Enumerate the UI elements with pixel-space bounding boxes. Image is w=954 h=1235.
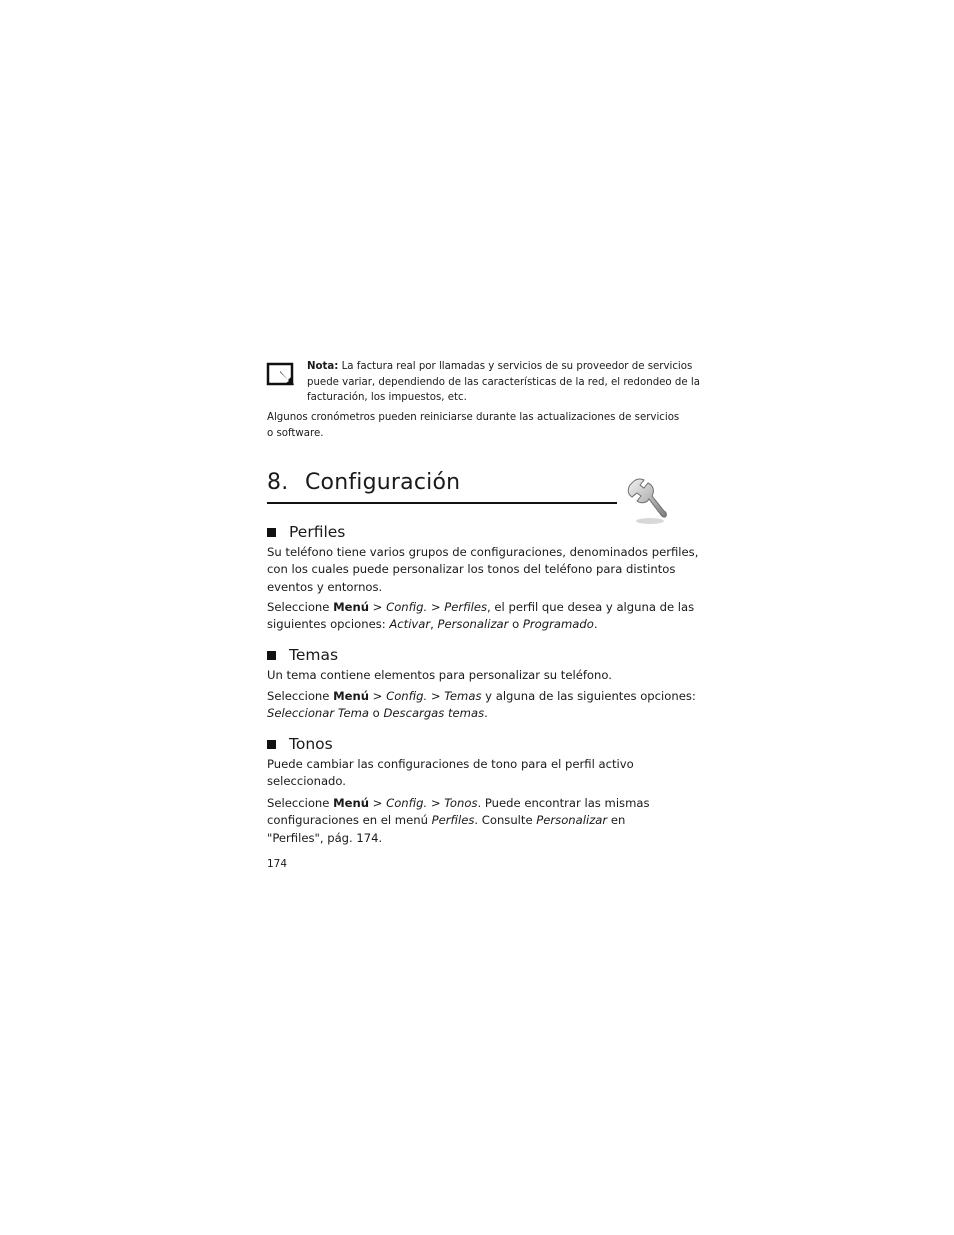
perfiles-paragraph-1 [267,544,698,596]
activar-ref: Activar [389,617,431,632]
section-heading-text: Temas [289,646,339,664]
section-heading-perfiles [267,523,345,541]
note-line: facturación, los impuestos, etc. [307,392,467,403]
perfiles-ref: Perfiles [444,600,488,614]
bullet-square [267,528,276,537]
menu-ref: Menú [333,600,369,614]
wrench-icon [624,477,668,525]
text-run: . [484,706,488,721]
paragraph-line: Puede cambiar las configuraciones de tono para el perfil activo [267,757,634,771]
text-run: siguientes opciones: [267,617,390,632]
timers-note-line: Algunos cronómetros pueden reiniciarse durante las actualizaciones de servicios [267,412,680,423]
text-run: o [369,706,384,721]
text-run: > [369,600,387,614]
chapter-number: 8. [267,470,289,495]
personalizar-ref: Personalizar [437,617,509,632]
chapter-rule [267,502,617,504]
temas-paragraph-1 [267,667,612,684]
note-line: La factura real por llamadas y servicios de su proveedor de servicios [341,361,693,372]
timers-note [267,410,679,441]
text-run: > [369,796,387,810]
cross-reference-link[interactable]: "Perfiles", pág. 174. [267,830,383,845]
text-run: Seleccione [267,796,334,810]
tonos-paragraph-2 [267,795,650,847]
text-run: . Consulte [474,813,537,828]
note-icon [266,361,298,389]
bullet-square [267,651,276,660]
tonos-paragraph-1 [267,756,634,791]
personalizar-ref: Personalizar [536,813,608,828]
temas-paragraph-2 [267,688,696,723]
section-heading-temas [267,646,338,664]
text-run: , [430,617,438,632]
programado-ref: Programado [522,617,594,632]
menu-ref: Menú [333,689,369,703]
text-run: en [607,813,626,828]
section-heading-text: Tonos [289,735,333,753]
timers-note-line: o software. [267,427,324,439]
text-run: Seleccione [267,600,334,614]
config-ref: Config. [386,600,428,614]
config-ref: Config. [386,796,428,810]
text-run: > [427,796,445,810]
chapter-title-text: Configuración [305,470,461,495]
text-run: . Puede encontrar las mismas [477,796,650,810]
page-number: 174 [267,858,288,870]
text-run: y alguna de las siguientes opciones: [481,689,696,703]
text-run: > [427,689,445,703]
section-heading-text: Perfiles [289,523,346,541]
text-run: > [369,689,387,703]
text-run: . [593,617,598,632]
paragraph-line: Un tema contiene elementos para personalizar su teléfono. [267,668,612,682]
bullet-square [267,740,276,749]
menu-ref: Menú [333,796,369,810]
perfiles-paragraph-2 [267,599,694,634]
paragraph-line: Su teléfono tiene varios grupos de configuraciones, denominados perfiles, [267,545,699,559]
temas-ref: Temas [444,689,482,703]
descargas-temas-ref: Descargas temas [383,706,485,721]
seleccionar-tema-ref: Seleccionar Tema [267,706,369,721]
perfiles-ref: Perfiles [431,813,475,828]
chapter-title [267,470,460,495]
text-run: > [427,600,445,614]
note-line: puede variar, dependiendo de las características de la red, el redondeo de la [307,376,700,388]
tonos-ref: Tonos [444,796,478,810]
paragraph-line: seleccionado. [267,774,346,789]
text-run: Seleccione [267,689,334,703]
paragraph-line: eventos y entornos. [267,579,383,594]
text-run: , el perfil que desea y alguna de las [487,600,695,614]
text-run: o [508,617,523,632]
section-heading-tonos [267,735,333,753]
text-run: configuraciones en el menú [267,813,432,828]
config-ref: Config. [386,689,428,703]
note-text [307,359,700,406]
paragraph-line: con los cuales puede personalizar los tonos del teléfono para distintos [267,562,676,577]
note-label: Nota: [307,361,339,372]
